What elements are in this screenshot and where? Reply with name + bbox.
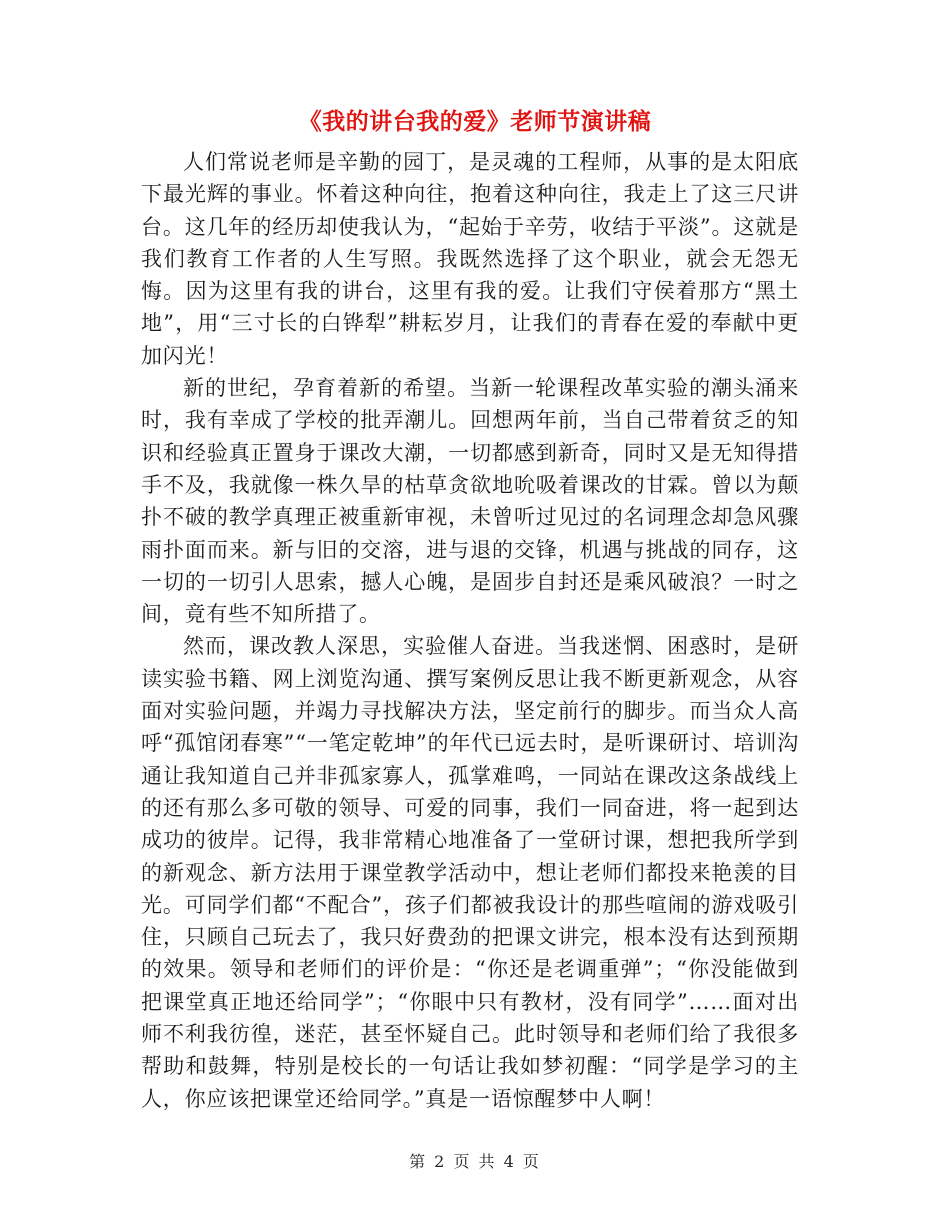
paragraph-3: 然而，课改教人深思，实验催人奋进。当我迷惘、困惑时，是研读实验书籍、网上浏览沟通、撰写案例反思让我不断更新观念，从容面对实验问题，并竭力寻找解决方法，坚定前行的脚步。而当众人高呼“孤馆闭春寒”“一笔定乾坤”的年代已远去时，是听课研讨、培训沟通让我知道自己并非孤家寡人，孤掌难鸣，一同站在课改这条战线上的还有那么多可敬的领导、可爱的同事，我们一同奋进，将一起到达成功的彼岸。记得，我非常精心地准备了一堂研讨课，想把我所学到的新观念、新方法用于课堂教学活动中，想让老师们都投来艳羡的目光。可同学们都“不配合”，孩子们都被我设计的那些喧闹的游戏吸引住，只顾自己玩去了，我只好费劲的把课文讲完，根本没有达到预期的效果。领导和老师们的评价是：“你还是老调重弹”；“你没能做到把课堂真正地还给同学”；“你眼中只有教材，没有同学”……面对出师不利我彷徨，迷茫，甚至怀疑自己。此时领导和老师们给了我很多帮助和鼓舞，特别是校长的一句话让我如梦初醒：“同学是学习的主人，你应该把课堂还给同学。”真是一语惊醒梦中人啊！ — [141, 634, 799, 1111]
document-title: 《我的讲台我的爱》老师节演讲稿 — [298, 108, 652, 135]
page-number-footer: 第 2 页 共 4 页 — [409, 1152, 541, 1171]
paragraph-1: 人们常说老师是辛勤的园丁，是灵魂的工程师，从事的是太阳底下最光辉的事业。怀着这种向往，抱着这种向往，我走上了这三尺讲台。这几年的经历却使我认为，“起始于辛劳，收结于平淡”。这就是我们教育工作者的人生写照。我既然选择了这个职业，就会无怨无悔。因为这里有我的讲台，这里有我的爱。让我们守侯着那方“黑土地”，用“三寸长的白铧犁”耕耘岁月，让我们的青春在爱的奉献中更加闪光！ — [141, 150, 799, 368]
document-body — [141, 146, 799, 1115]
paragraph-2: 新的世纪，孕育着新的希望。当新一轮课程改革实验的潮头涌来时，我有幸成了学校的批弄潮儿。回想两年前，当自己带着贫乏的知识和经验真正置身于课改大潮，一切都感到新奇，同时又是无知得措手不及，我就像一株久旱的枯草贪欲地吮吸着课改的甘霖。曾以为颠扑不破的教学真理正被重新审视，未曾听过见过的名词理念却急风骤雨扑面而来。新与旧的交溶，进与退的交锋，机遇与挑战的同存，这一切的一切引人思索，撼人心魄，是固步自封还是乘风破浪？一时之间，竟有些不知所措了。 — [141, 376, 799, 627]
